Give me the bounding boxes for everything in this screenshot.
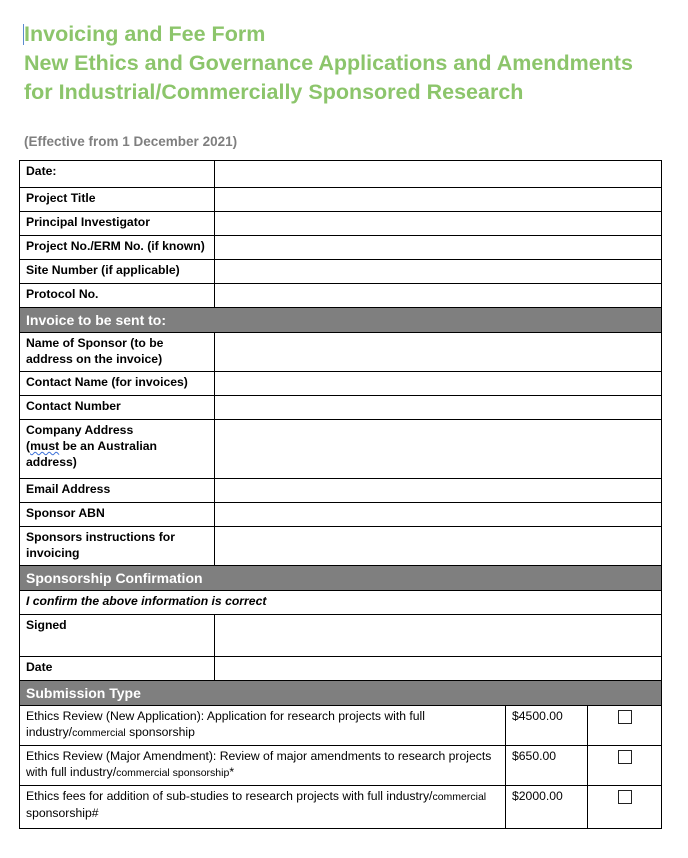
sub-studies-description (20, 786, 506, 829)
contact-number-field[interactable] (215, 396, 662, 420)
row-abn (20, 503, 662, 527)
new-application-checkbox-cell[interactable] (588, 706, 662, 746)
contact-number-label: Contact Number (20, 396, 215, 420)
major-amendment-checkbox-cell[interactable] (588, 746, 662, 786)
new-application-description (20, 706, 506, 746)
confirmation-statement: I confirm the above information is correct (20, 591, 662, 615)
sub-studies-checkbox[interactable] (618, 790, 632, 804)
row-principal-investigator (20, 212, 662, 236)
new-application-sponsorship: sponsorship (125, 725, 195, 739)
row-signed (20, 615, 662, 657)
major-amendment-description (20, 746, 506, 786)
title-line-1: Invoicing and Fee Form (24, 22, 266, 46)
row-email (20, 479, 662, 503)
principal-investigator-field[interactable] (215, 212, 662, 236)
invoice-form-table (19, 160, 662, 829)
major-amendment-checkbox[interactable] (618, 750, 632, 764)
row-instructions (20, 527, 662, 566)
contact-name-field[interactable] (215, 372, 662, 396)
sub-studies-commercial: commercial (432, 791, 487, 803)
section-confirmation (20, 566, 662, 591)
sub-studies-sponsorship: sponsorship (26, 806, 92, 820)
principal-investigator-label: Principal Investigator (20, 212, 215, 236)
email-field[interactable] (215, 479, 662, 503)
signed-label: Signed (20, 615, 215, 657)
sub-studies-fee: $2000.00 (506, 786, 588, 829)
title-line-2: New Ethics and Governance Applications and Amendments (24, 51, 633, 75)
submission-row-major-amendment (20, 746, 662, 786)
row-company-address (20, 420, 662, 479)
sub-studies-checkbox-cell[interactable] (588, 786, 662, 829)
sponsor-name-field[interactable] (215, 333, 662, 372)
abn-label: Sponsor ABN (20, 503, 215, 527)
new-application-commercial: commercial (72, 727, 126, 739)
new-application-fee: $4500.00 (506, 706, 588, 746)
row-date (20, 161, 662, 188)
confirmation-date-field[interactable] (215, 657, 662, 681)
row-site-number (20, 260, 662, 284)
confirmation-section-heading: Sponsorship Confirmation (20, 566, 662, 591)
protocol-no-field[interactable] (215, 284, 662, 308)
company-address-label-line1: Company Address (26, 423, 134, 437)
major-amendment-fee: $650.00 (506, 746, 588, 786)
project-title-field[interactable] (215, 188, 662, 212)
confirmation-date-label: Date (20, 657, 215, 681)
section-submission (20, 681, 662, 706)
site-number-field[interactable] (215, 260, 662, 284)
row-contact-number (20, 396, 662, 420)
abn-field[interactable] (215, 503, 662, 527)
new-application-text: Ethics Review (New Application): Application for research projects with full industry/ (26, 709, 425, 739)
submission-section-heading: Submission Type (20, 681, 662, 706)
sub-studies-text: Ethics fees for addition of sub-studies to research projects with full industry/ (26, 789, 433, 803)
row-contact-name (20, 372, 662, 396)
project-title-label: Project Title (20, 188, 215, 212)
date-label: Date: (20, 161, 215, 188)
company-address-label-rest: be an Australian address) (26, 439, 157, 469)
row-protocol-no (20, 284, 662, 308)
major-amendment-asterisk: * (229, 765, 235, 779)
section-invoice (20, 308, 662, 333)
company-address-field[interactable] (215, 420, 662, 479)
date-field[interactable] (215, 161, 662, 188)
page-title (24, 20, 633, 107)
company-address-must: must (30, 439, 60, 453)
instructions-field[interactable] (215, 527, 662, 566)
row-project-title (20, 188, 662, 212)
row-confirmation-statement (20, 591, 662, 615)
project-no-field[interactable] (215, 236, 662, 260)
invoice-section-heading: Invoice to be sent to: (20, 308, 662, 333)
sub-studies-hash: # (91, 806, 99, 820)
instructions-label: Sponsors instructions for invoicing (20, 527, 215, 566)
row-sponsor-name (20, 333, 662, 372)
signed-field[interactable] (215, 615, 662, 657)
project-no-label: Project No./ERM No. (if known) (20, 236, 215, 260)
submission-row-sub-studies (20, 786, 662, 829)
site-number-label: Site Number (if applicable) (20, 260, 215, 284)
email-label: Email Address (20, 479, 215, 503)
row-confirmation-date (20, 657, 662, 681)
company-address-label: Company Address (must be an Australian address) (20, 420, 215, 479)
sponsor-name-label: Name of Sponsor (to be address on the invoice) (20, 333, 215, 372)
major-amendment-text: Ethics Review (Major Amendment): Review of major amendments to research projects with full industry/ (26, 749, 492, 779)
title-line-3: for Industrial/Commercially Sponsored Research (24, 80, 524, 104)
new-application-checkbox[interactable] (618, 710, 632, 724)
effective-date: (Effective from 1 December 2021) (24, 134, 238, 149)
contact-name-label: Contact Name (for invoices) (20, 372, 215, 396)
row-project-no (20, 236, 662, 260)
submission-row-new-application (20, 706, 662, 746)
major-amendment-commercial: commercial sponsorship (116, 767, 230, 779)
protocol-no-label: Protocol No. (20, 284, 215, 308)
